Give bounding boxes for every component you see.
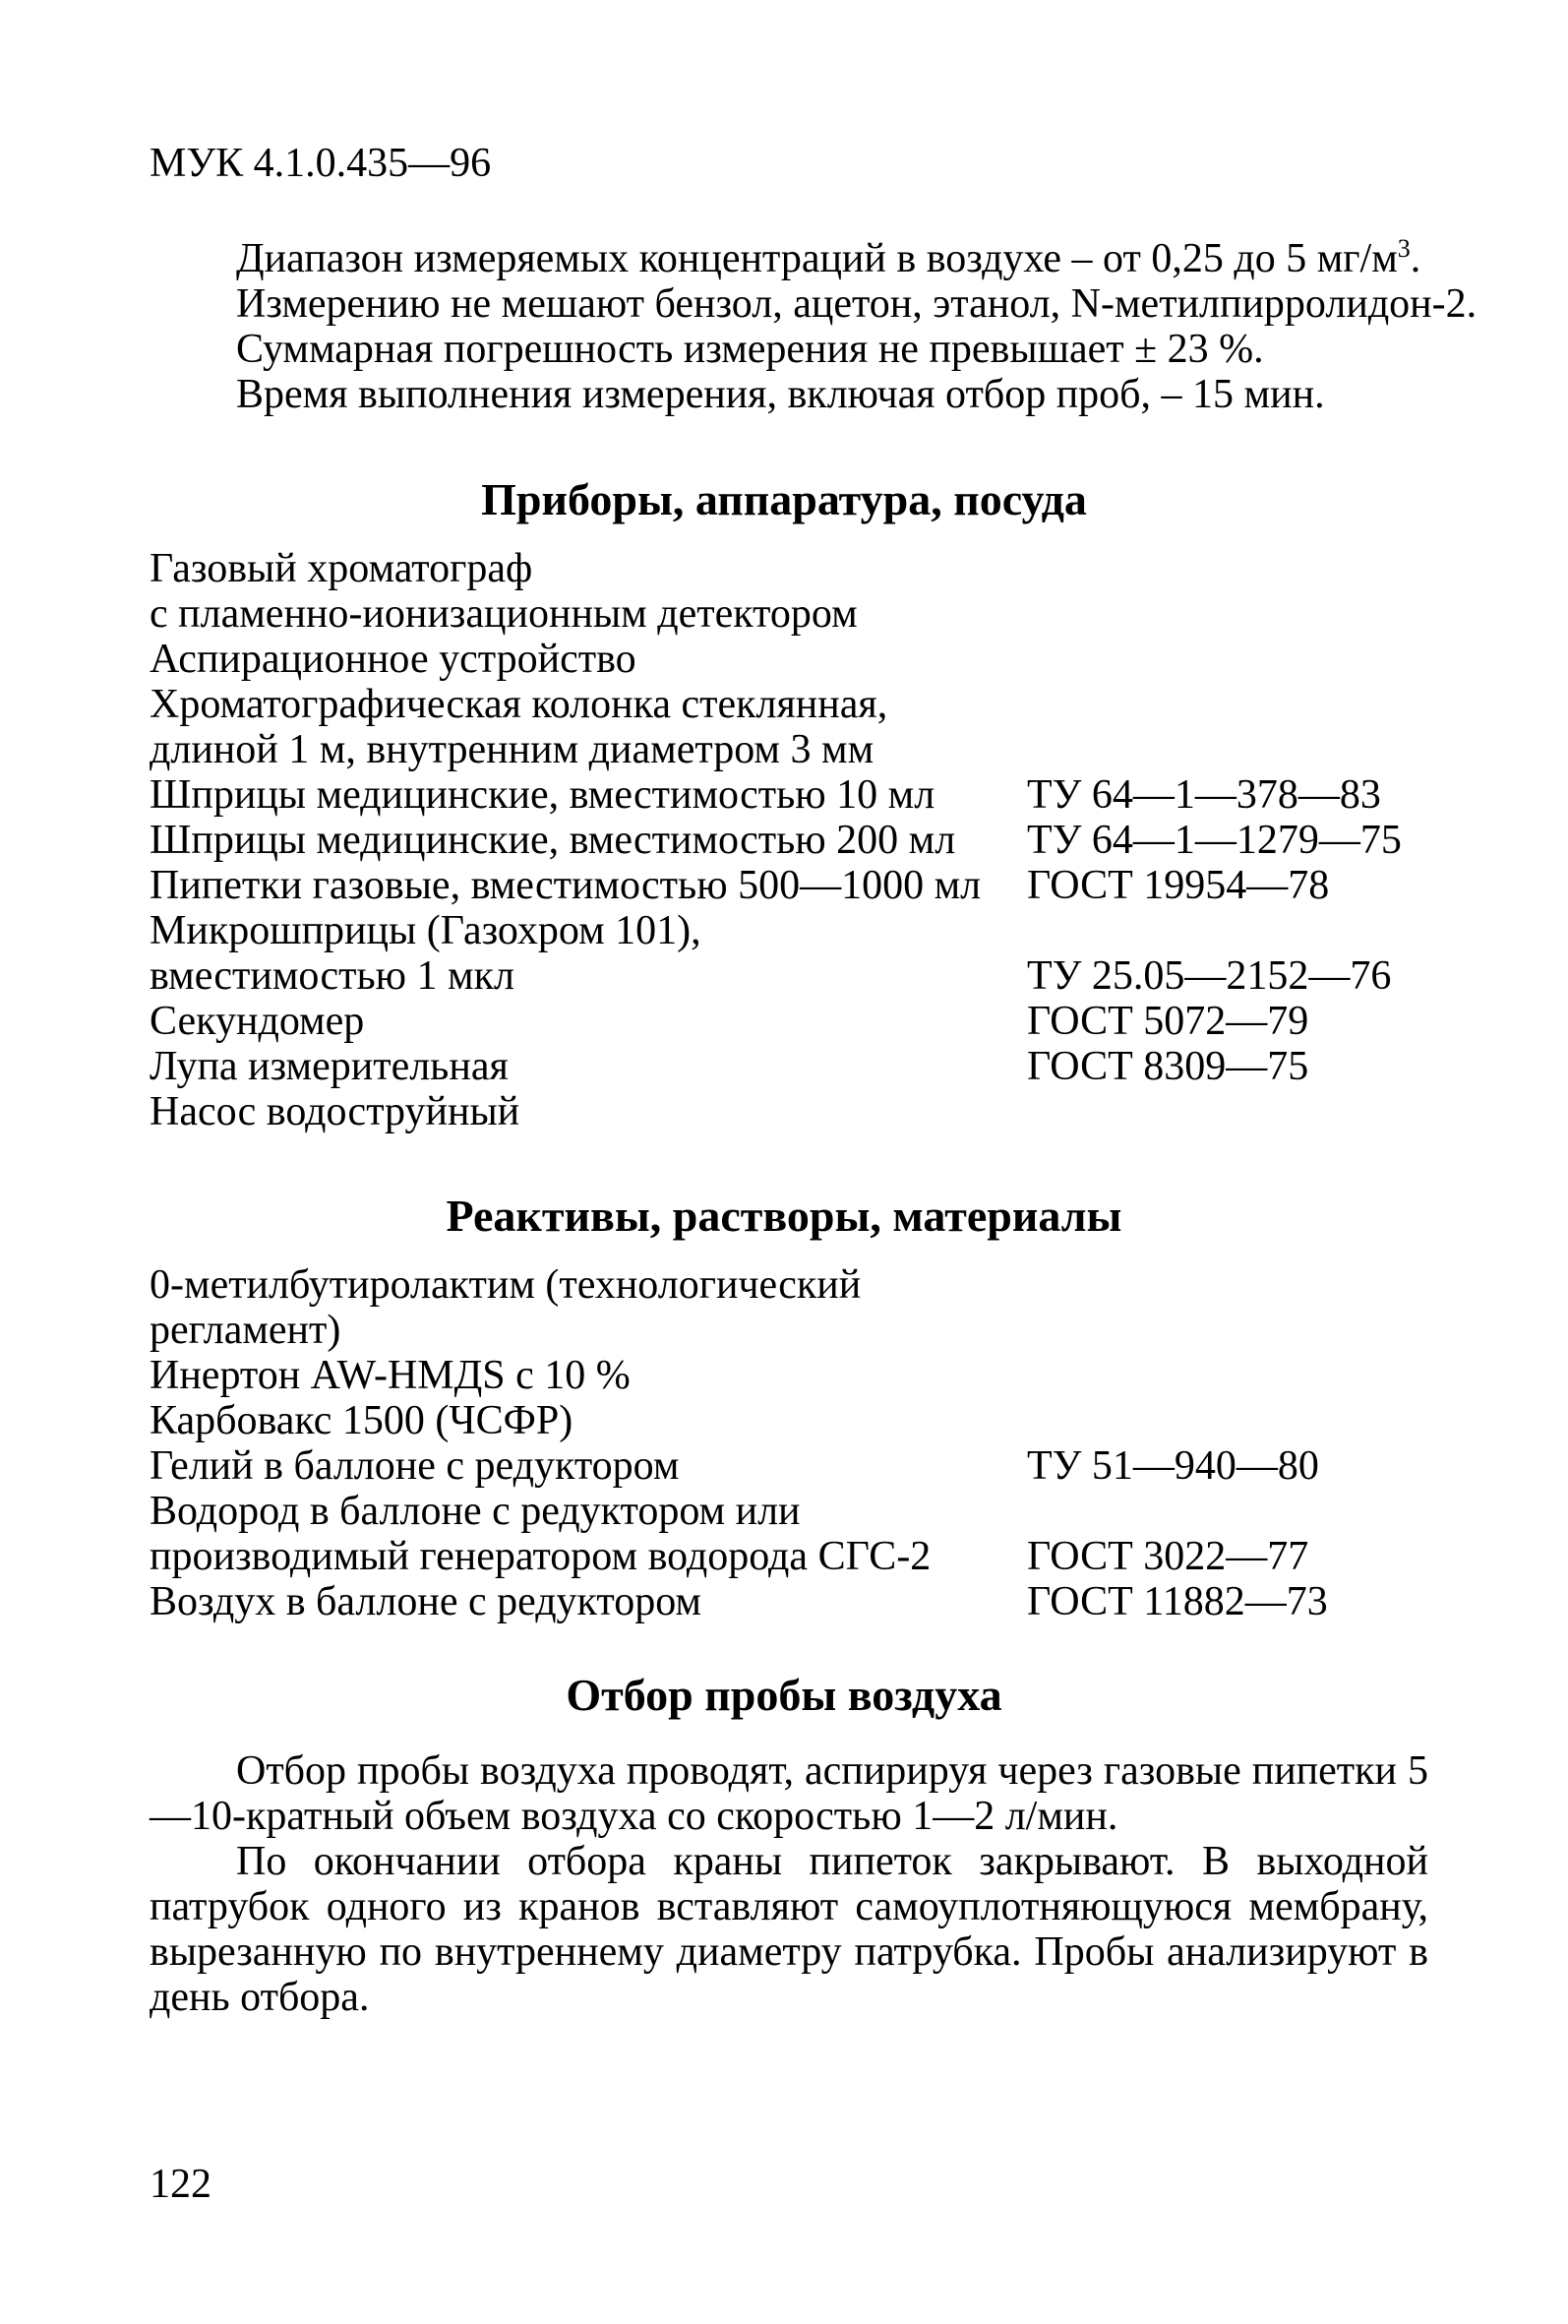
table-row (150, 1534, 1458, 1579)
item-name: Микрошприцы (Газохром 101), (150, 908, 701, 953)
duration-line: Время выполнения измерения, включая отбор проб, – 15 мин. (236, 372, 1325, 417)
item-name: Газовый хроматограф (150, 546, 533, 591)
table-row (150, 637, 1458, 682)
interference-line: Измерению не мешают бензол, ацетон, этанол, N-метилпирролидон-2. (236, 281, 1478, 327)
item-standard-ref: ТУ 51—940—80 (1027, 1443, 1319, 1489)
table-row (150, 908, 1458, 953)
table-row (150, 953, 1458, 999)
item-standard-ref: ГОСТ 3022—77 (1027, 1534, 1309, 1579)
reagents-table (150, 1262, 1458, 1624)
item-name: Воздух в баллоне с редуктором (150, 1579, 701, 1624)
item-name: Аспирационное устройство (150, 637, 636, 682)
intro-block (236, 234, 1478, 417)
item-name: 0-метилбутиролактим (технологический (150, 1262, 862, 1308)
table-row (150, 772, 1458, 818)
item-standard-ref: ТУ 64—1—1279—75 (1027, 818, 1402, 863)
item-name: Шприцы медицинские, вместимостью 200 мл (150, 818, 956, 863)
table-row (150, 863, 1458, 908)
item-standard-ref: ГОСТ 8309—75 (1027, 1044, 1309, 1089)
table-row (150, 1089, 1458, 1134)
table-row (150, 1398, 1458, 1443)
item-name: Шприцы медицинские, вместимостью 10 мл (150, 772, 935, 818)
item-name: Лупа измерительная (150, 1044, 509, 1089)
table-row (150, 727, 1458, 772)
range-superscript: 3 (1397, 234, 1411, 263)
item-name: Пипетки газовые, вместимостью 500—1000 мл (150, 863, 982, 908)
sampling-paragraph-1: Отбор пробы воздуха проводят, аспирируя через газовые пипетки 5—10-кратный объем воздуха со скоростью 1—2 л/мин. (150, 1748, 1428, 1839)
item-name: Карбовакс 1500 (ЧСФР) (150, 1398, 573, 1443)
item-standard-ref: ГОСТ 11882—73 (1027, 1579, 1328, 1624)
item-name: производимый генератором водорода СГС-2 (150, 1534, 932, 1579)
item-name: Секундомер (150, 999, 365, 1044)
table-row (150, 1353, 1458, 1398)
range-text: Диапазон измеряемых концентраций в воздухе – от 0,25 до 5 мг/м (236, 236, 1398, 281)
table-row (150, 1308, 1458, 1353)
table-row (150, 546, 1458, 591)
item-standard-ref: ТУ 25.05—2152—76 (1027, 953, 1392, 999)
sampling-heading: Отбор пробы воздуха (566, 1670, 1002, 1720)
table-row (150, 999, 1458, 1044)
table-row (150, 1443, 1458, 1489)
item-name: вместимостью 1 мкл (150, 953, 514, 999)
reagents-heading: Реактивы, растворы, материалы (446, 1191, 1122, 1241)
error-line: Суммарная погрешность измерения не превышает ± 23 %. (236, 327, 1264, 372)
table-row (150, 1489, 1458, 1534)
table-row (150, 818, 1458, 863)
table-row (150, 591, 1458, 637)
sampling-text (150, 1748, 1428, 2020)
table-row (150, 1044, 1458, 1089)
item-standard-ref: ГОСТ 5072—79 (1027, 999, 1309, 1044)
concentration-range-line (236, 236, 1446, 281)
page-number: 122 (150, 2162, 211, 2207)
item-standard-ref: ТУ 64—1—378—83 (1027, 772, 1381, 818)
equipment-heading: Приборы, аппаратура, посуда (481, 474, 1087, 524)
document-code: МУК 4.1.0.435—96 (150, 141, 492, 186)
item-name: регламент) (150, 1308, 341, 1353)
item-name: Насос водоструйный (150, 1089, 520, 1134)
sampling-paragraph-2: По окончании отбора краны пипеток закрывают. В выходной патрубок одного из кранов вставляют самоуплотняющуюся мембрану, вырезанную по внутреннему диаметру патрубка. Пробы анализируют в день отбора. (150, 1839, 1428, 2020)
table-row (150, 1579, 1458, 1624)
item-name: длиной 1 м, внутренним диаметром 3 мм (150, 727, 874, 772)
item-name: Гелий в баллоне с редуктором (150, 1443, 680, 1489)
item-name: с пламенно-ионизационным детектором (150, 591, 858, 637)
table-row (150, 682, 1458, 727)
equipment-table (150, 546, 1458, 1134)
item-name: Хроматографическая колонка стеклянная, (150, 682, 888, 727)
range-suffix: . (1410, 236, 1421, 281)
table-row (150, 1262, 1458, 1308)
item-standard-ref: ГОСТ 19954—78 (1027, 863, 1330, 908)
item-name: Инертон AW-НМДS с 10 % (150, 1353, 631, 1398)
item-name: Водород в баллоне с редуктором или (150, 1489, 801, 1534)
